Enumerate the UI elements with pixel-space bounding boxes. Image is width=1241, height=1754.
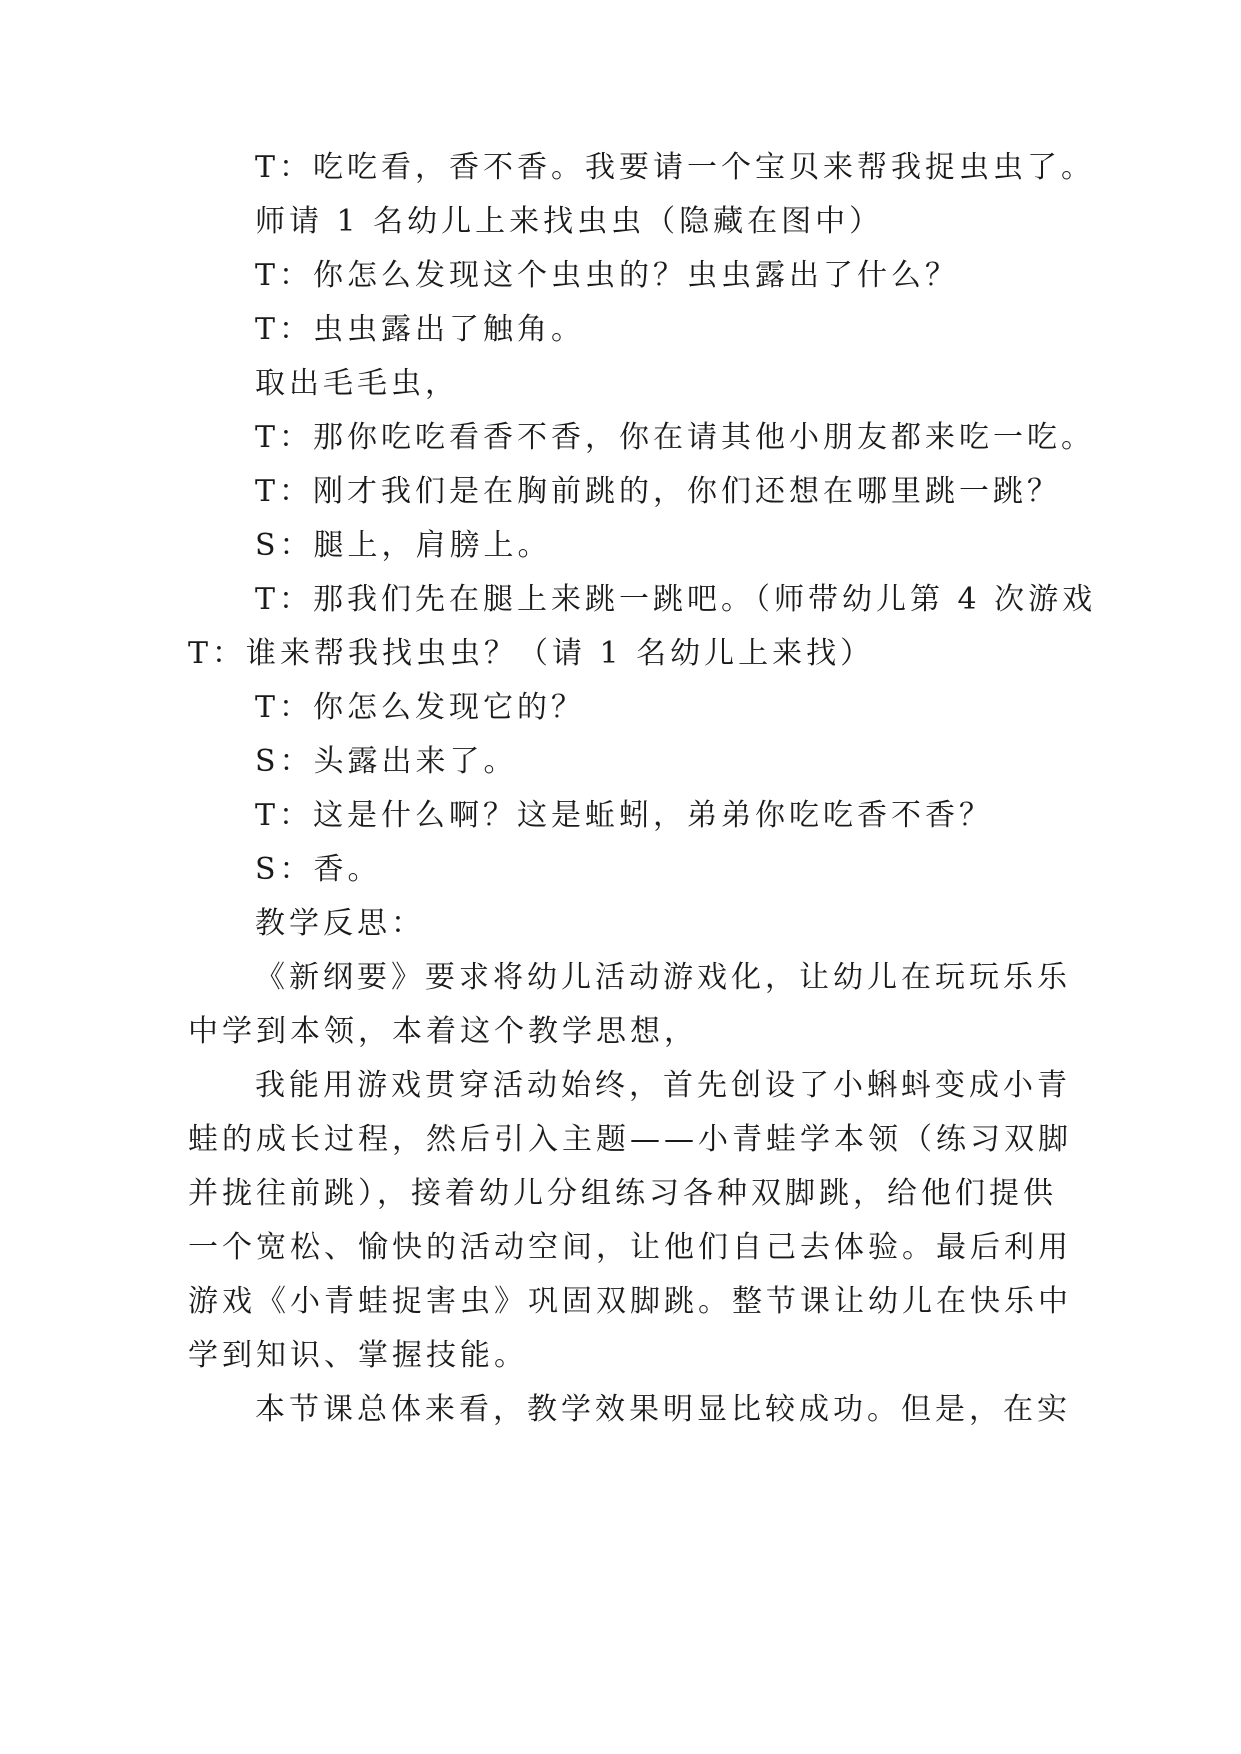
text-line: 中学到本领，本着这个教学思想， (188, 1014, 698, 1049)
text-line: 一个宽松、愉快的活动空间，让他们自己去体验。最后利用 (188, 1230, 1072, 1265)
text-line: S：头露出来了。 (255, 744, 518, 779)
text-line: 并拢往前跳），接着幼儿分组练习各种双脚跳，给他们提供 (188, 1176, 1057, 1211)
text-line: T：这是什么啊？这是蚯蚓，弟弟你吃吃香不香？ (255, 798, 994, 833)
text-line: T：吃吃看，香不香。我要请一个宝贝来帮我捉虫虫了。 (255, 150, 1096, 185)
text-line: T：那你吃吃看香不香，你在请其他小朋友都来吃一吃。 (255, 420, 1096, 455)
text-line: S：香。 (255, 852, 382, 887)
text-line: T：刚才我们是在胸前跳的，你们还想在哪里跳一跳？ (255, 474, 1062, 509)
text-line: 游戏《小青蛙捉害虫》巩固双脚跳。整节课让幼儿在快乐中 (188, 1284, 1072, 1319)
text-line: T：你怎么发现它的？ (255, 690, 586, 725)
text-line: 我能用游戏贯穿活动始终，首先创设了小蝌蚪变成小青 (255, 1068, 1071, 1103)
text-line: 取出毛毛虫， (255, 366, 459, 401)
text-line: 学到知识、掌握技能。 (188, 1338, 528, 1373)
text-line: 师请 1 名幼儿上来找虫虫（隐藏在图中） (255, 204, 884, 239)
section-heading: 教学反思： (255, 906, 425, 941)
text-line: T：你怎么发现这个虫虫的？虫虫露出了什么？ (255, 258, 960, 293)
text-line: T：谁来帮我找虫虫？（请 1 名幼儿上来找） (188, 636, 875, 671)
text-line: T：那我们先在腿上来跳一跳吧。（师带幼儿第 4 次游戏 (255, 582, 1097, 617)
text-line: 《新纲要》要求将幼儿活动游戏化，让幼儿在玩玩乐乐 (255, 960, 1071, 995)
text-line: S：腿上，肩膀上。 (255, 528, 552, 563)
text-line: 本节课总体来看，教学效果明显比较成功。但是，在实 (255, 1392, 1071, 1427)
text-line: T：虫虫露出了触角。 (255, 312, 586, 347)
text-line: 蛙的成长过程，然后引入主题——小青蛙学本领（练习双脚 (188, 1122, 1072, 1157)
